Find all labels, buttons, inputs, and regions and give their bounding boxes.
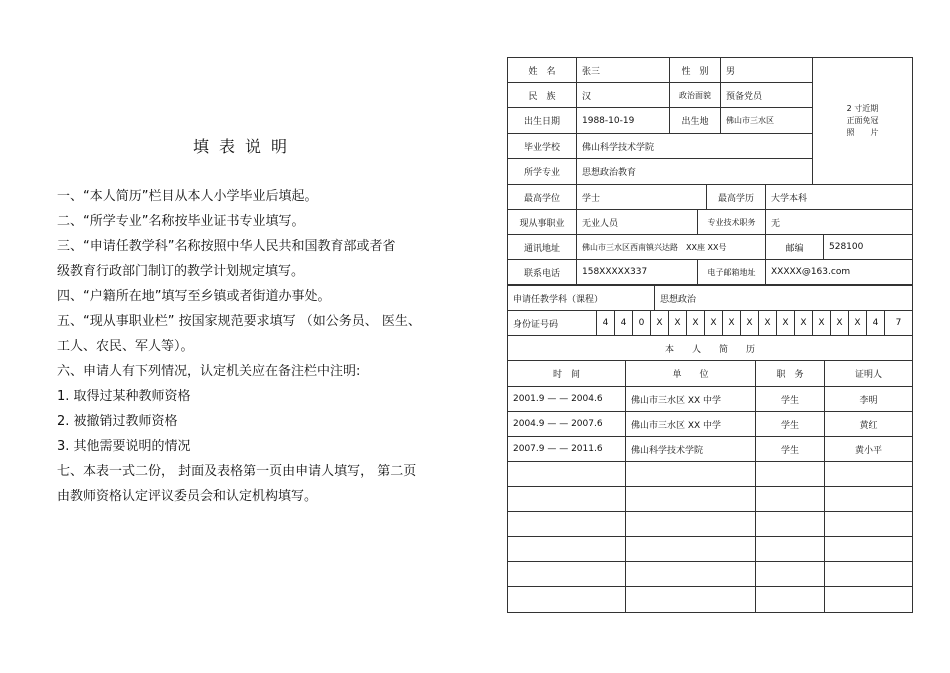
instructions-title — [193, 134, 297, 157]
resume-header-position: 职 务 — [755, 360, 825, 387]
political-label: 政治面貌 — [669, 82, 721, 108]
id-label: 身份证号码 — [507, 310, 597, 336]
resume-empty-cell — [625, 536, 756, 562]
education-label: 最高学历 — [706, 184, 766, 210]
id-digit: X — [722, 310, 741, 336]
instruction-line: 二、“所学专业”名称按毕业证书专业填写。 — [57, 214, 305, 229]
birth-label: 出生日期 — [507, 107, 577, 134]
instruction-line: 由教师资格认定评议委员会和认定机构填写。 — [57, 489, 318, 504]
ethnic-label: 民 族 — [507, 82, 577, 108]
resume-empty-cell — [824, 511, 913, 537]
professional-title-label: 专业技术职务 — [697, 209, 766, 235]
ethnic-value: 汉 — [576, 82, 670, 108]
professional-title-value: 无 — [765, 209, 913, 235]
resume-witness: 黄红 — [824, 411, 913, 437]
id-digit: X — [740, 310, 759, 336]
school-label: 毕业学校 — [507, 133, 577, 159]
resume-empty-cell — [507, 511, 626, 537]
phone-label: 联系电话 — [507, 259, 577, 285]
id-digit: X — [848, 310, 867, 336]
resume-empty-cell — [824, 536, 913, 562]
instruction-line: 3. 其他需要说明的情况 — [57, 439, 191, 454]
photo-box — [812, 57, 913, 185]
birthplace-value: 佛山市三水区 — [720, 107, 813, 134]
photo-line: 2 寸近期 — [846, 104, 879, 113]
subject-label: 申请任教学科（课程） — [507, 285, 655, 311]
resume-header-unit: 单 位 — [625, 360, 756, 387]
occupation-label: 现从事职业 — [507, 209, 577, 235]
instruction-line: 工人、农民、军人等）。 — [57, 339, 194, 354]
birthplace-label: 出生地 — [669, 107, 721, 134]
resume-empty-cell — [507, 586, 626, 613]
resume-time: 2001.9 — — 2004.6 — [507, 386, 626, 412]
school-value: 佛山科学技术学院 — [576, 133, 813, 159]
resume-empty-cell — [625, 561, 756, 587]
address-label: 通讯地址 — [507, 234, 577, 260]
resume-empty-cell — [507, 561, 626, 587]
id-digit: X — [794, 310, 813, 336]
resume-empty-cell — [625, 511, 756, 537]
occupation-value: 无业人员 — [576, 209, 698, 235]
resume-empty-cell — [755, 511, 825, 537]
political-value: 预备党员 — [720, 82, 813, 108]
resume-empty-cell — [755, 461, 825, 487]
resume-unit: 佛山市三水区 XX 中学 — [625, 386, 756, 412]
subject-value: 思想政治 — [654, 285, 913, 311]
title-char: 表 — [219, 137, 236, 156]
resume-position: 学生 — [755, 411, 825, 437]
id-digit: 0 — [632, 310, 651, 336]
instruction-line: 六、申请人有下列情况，认定机关应在备注栏中注明: — [57, 364, 361, 379]
name-label: 姓 名 — [507, 57, 577, 83]
degree-value: 学士 — [576, 184, 707, 210]
birth-value: 1988-10-19 — [576, 107, 670, 134]
title-char: 说 — [245, 137, 262, 156]
id-digit: 4 — [614, 310, 633, 336]
id-digit: X — [812, 310, 831, 336]
resume-empty-cell — [824, 561, 913, 587]
instruction-line: 三、“申请任教学科”名称按照中华人民共和国教育部或者省 — [57, 239, 396, 254]
education-value: 大学本科 — [765, 184, 913, 210]
major-label: 所学专业 — [507, 158, 577, 185]
resume-empty-cell — [824, 486, 913, 512]
id-digit: X — [686, 310, 705, 336]
instruction-line: 七、本表一式二份， 封面及表格第一页由申请人填写， 第二页 — [57, 464, 417, 479]
resume-empty-cell — [824, 461, 913, 487]
resume-position: 学生 — [755, 436, 825, 462]
resume-witness: 李明 — [824, 386, 913, 412]
resume-time: 2007.9 — — 2011.6 — [507, 436, 626, 462]
resume-empty-cell — [755, 486, 825, 512]
id-digit: X — [776, 310, 795, 336]
photo-line: 照 片 — [846, 128, 879, 137]
instruction-line: 1. 取得过某种教师资格 — [57, 389, 191, 404]
resume-position: 学生 — [755, 386, 825, 412]
resume-empty-cell — [824, 586, 913, 613]
resume-empty-cell — [507, 486, 626, 512]
phone-value: 158XXXXX337 — [576, 259, 698, 285]
resume-empty-cell — [507, 461, 626, 487]
resume-empty-cell — [755, 561, 825, 587]
resume-header-time: 时 间 — [507, 360, 626, 387]
gender-label: 性 别 — [669, 57, 721, 83]
resume-empty-cell — [625, 486, 756, 512]
email-value: XXXXX@163.com — [765, 259, 913, 285]
instruction-line: 级教育行政部门制订的教学计划规定填写。 — [57, 264, 305, 279]
degree-label: 最高学位 — [507, 184, 577, 210]
instruction-line: 一、“本人简历”栏目从本人小学毕业后填起。 — [57, 189, 318, 204]
instruction-line: 四、“户籍所在地”填写至乡镇或者街道办事处。 — [57, 289, 331, 304]
resume-empty-cell — [625, 586, 756, 613]
resume-witness: 黄小平 — [824, 436, 913, 462]
title-char: 明 — [271, 137, 288, 156]
id-digit: 4 — [596, 310, 615, 336]
name-value: 张三 — [576, 57, 670, 83]
instruction-line: 五、“现从事职业栏” 按国家规范要求填写 （如公务员、 医生、 — [57, 314, 421, 329]
major-value: 思想政治教育 — [576, 158, 813, 185]
resume-empty-cell — [755, 586, 825, 613]
postcode-label: 邮编 — [765, 234, 824, 260]
resume-time: 2004.9 — — 2007.6 — [507, 411, 626, 437]
instruction-line: 2. 被撤销过教师资格 — [57, 414, 178, 429]
title-char: 填 — [193, 137, 210, 156]
resume-empty-cell — [625, 461, 756, 487]
id-digit: X — [668, 310, 687, 336]
resume-header-witness: 证明人 — [824, 360, 913, 387]
address-value: 佛山市三水区西南镇兴达路 XX座 XX号 — [576, 234, 766, 260]
resume-empty-cell — [755, 536, 825, 562]
id-digit: 4 — [866, 310, 885, 336]
resume-unit: 佛山科学技术学院 — [625, 436, 756, 462]
resume-empty-cell — [507, 536, 626, 562]
gender-value: 男 — [720, 57, 813, 83]
id-digit: X — [650, 310, 669, 336]
id-digit: X — [830, 310, 849, 336]
photo-line: 正面免冠 — [846, 116, 879, 125]
resume-title: 本 人 简 历 — [507, 335, 913, 361]
id-digit: 7 — [884, 310, 913, 336]
resume-unit: 佛山市三水区 XX 中学 — [625, 411, 756, 437]
id-digit: X — [758, 310, 777, 336]
email-label: 电子邮箱地址 — [697, 259, 766, 285]
postcode-value: 528100 — [823, 234, 913, 260]
id-digit: X — [704, 310, 723, 336]
